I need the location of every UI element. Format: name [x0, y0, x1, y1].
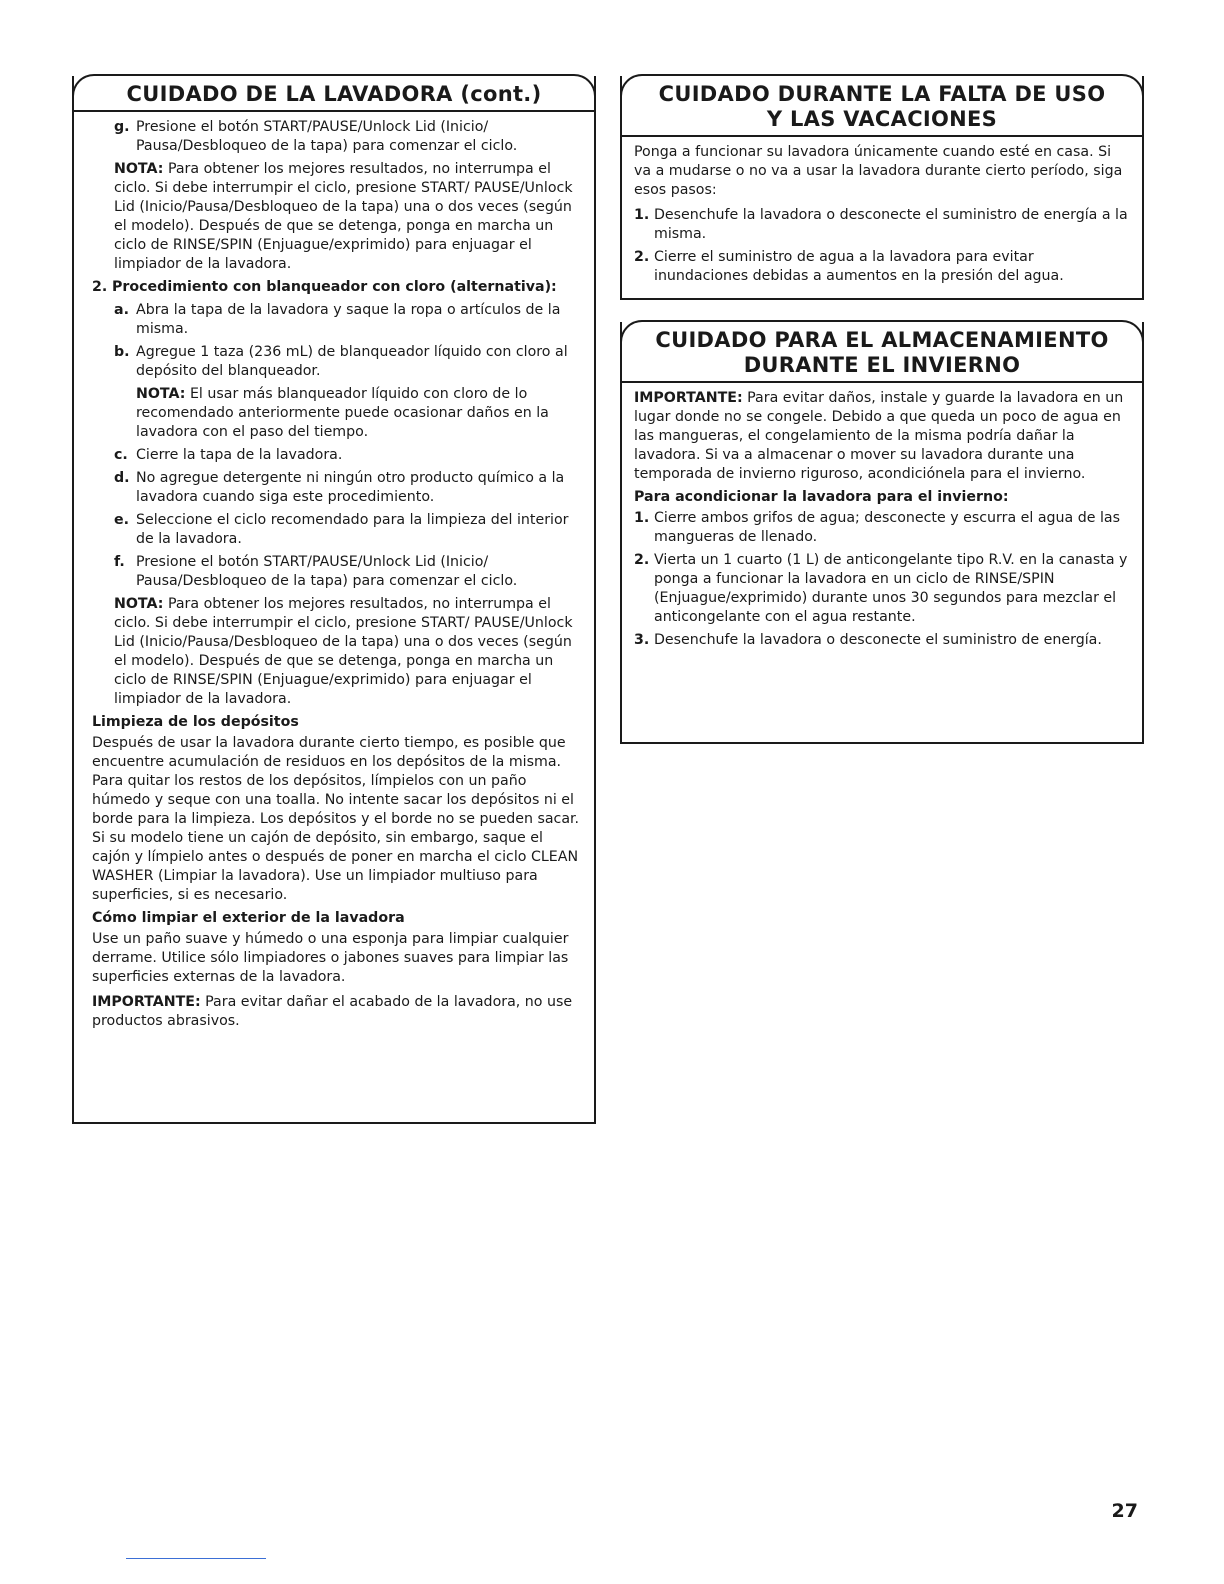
step-letter: f.	[114, 554, 125, 570]
list-item	[634, 509, 1132, 547]
step-d	[92, 469, 584, 507]
note-1	[92, 160, 584, 274]
exterior-heading: Cómo limpiar el exterior de la lavadora	[92, 910, 405, 926]
item-text: Desenchufe la lavadora o desconecte el suministro de energía a la misma.	[654, 207, 1128, 242]
step-c	[92, 446, 584, 465]
title-line-2: Y LAS VACACIONES	[766, 107, 998, 131]
important-notice	[92, 993, 584, 1031]
step-2-heading	[92, 278, 584, 297]
step-text: Cierre la tapa de la lavadora.	[136, 447, 343, 463]
winter-storage-body	[622, 383, 1142, 662]
step-a	[92, 301, 584, 339]
step-letter: d.	[114, 470, 130, 486]
step-letter: g.	[114, 119, 130, 135]
step-f	[92, 553, 584, 591]
important-text: Para evitar daños, instale y guarde la lavadora en un lugar donde no se congele. Debido a que queda un poco de agua en las mangueras, el congelamiento de la misma podría dañar la lavadora. Si va a almacenar o mover su lavadora durante una temporada de invierno riguroso, acondiciónela para el invierno.	[634, 390, 1124, 482]
important-label: IMPORTANTE:	[92, 994, 201, 1010]
step-b	[92, 343, 584, 381]
washer-care-section	[72, 76, 596, 1124]
washer-care-body	[74, 112, 594, 1043]
vacation-care-section	[620, 76, 1144, 300]
item-number: 2.	[634, 552, 650, 568]
step-title: Procedimiento con blanqueador con cloro (alternativa):	[112, 279, 557, 295]
note-label: NOTA:	[114, 596, 164, 612]
important-label: IMPORTANTE:	[634, 390, 743, 406]
note-b	[92, 385, 584, 442]
note-label: NOTA:	[114, 161, 164, 177]
step-text: Agregue 1 taza (236 mL) de blanqueador líquido con cloro al depósito del blanqueador.	[136, 344, 568, 379]
note-text: Para obtener los mejores resultados, no interrumpa el ciclo. Si debe interrumpir el ciclo, presione START/ PAUSE/Unlock Lid (Inicio/Pausa/Desbloqueo de la tapa) una o dos veces (según el modelo). Después de que se detenga, ponga en marcha un ciclo de RINSE/SPIN (Enjuague/exprimido) para enjuagar el limpiador de la lavadora.	[114, 596, 573, 707]
step-letter: a.	[114, 302, 129, 318]
step-number: 2.	[92, 279, 108, 295]
important-notice	[634, 389, 1132, 484]
winter-storage-section	[620, 322, 1144, 744]
item-number: 1.	[634, 510, 650, 526]
title-line-2: DURANTE EL INVIERNO	[743, 353, 1021, 377]
important-text: Para evitar dañar el acabado de la lavadora, no use productos abrasivos.	[92, 994, 573, 1029]
winter-storage-title	[622, 322, 1142, 383]
item-text: Cierre el suministro de agua a la lavadora para evitar inundaciones debidas a aumentos en la presión del agua.	[654, 249, 1064, 284]
item-number: 1.	[634, 207, 650, 223]
dispenser-paragraph: Después de usar la lavadora durante cierto tiempo, es posible que encuentre acumulación de residuos en los depósitos de la misma. Para quitar los restos de los depósitos, límpielos con un paño húmedo y seque con una toalla. No intente sacar los depósitos ni el borde para la limpieza. Los depósitos y el borde no se pueden sacar. Si su modelo tiene un cajón de depósito, sin embargo, saque el cajón y límpielo antes o después de poner en marcha el ciclo CLEAN WASHER (Limpiar la lavadora). Use un limpiador multiuso para superficies, si es necesario.	[92, 735, 580, 903]
item-text: Cierre ambos grifos de agua; desconecte y escurra el agua de las mangueras de llenado.	[654, 510, 1121, 545]
step-text: Presione el botón START/PAUSE/Unlock Lid (Inicio/ Pausa/Desbloqueo de la tapa) para comenzar el ciclo.	[136, 119, 518, 154]
note-text: Para obtener los mejores resultados, no interrumpa el ciclo. Si debe interrumpir el ciclo, presione START/ PAUSE/Unlock Lid (Inicio/Pausa/Desbloqueo de la tapa) una o dos veces (según el modelo). Después de que se detenga, ponga en marcha un ciclo de RINSE/SPIN (Enjuague/exprimido) para enjuagar el limpiador de la lavadora.	[114, 161, 573, 272]
step-text: Seleccione el ciclo recomendado para la limpieza del interior de la lavadora.	[136, 512, 569, 547]
step-g	[92, 118, 584, 156]
step-text: Abra la tapa de la lavadora y saque la ropa o artículos de la misma.	[136, 302, 561, 337]
title-line-1: CUIDADO PARA EL ALMACENAMIENTO	[655, 328, 1109, 352]
step-text: No agregue detergente ni ningún otro producto químico a la lavadora cuando siga este procedimiento.	[136, 470, 565, 505]
page-number: 27	[1111, 1500, 1138, 1522]
step-letter: c.	[114, 447, 128, 463]
note-text: El usar más blanqueador líquido con cloro de lo recomendado anteriormente puede ocasionar daños en la lavadora con el paso del tiempo.	[136, 386, 549, 440]
item-text: Vierta un 1 cuarto (1 L) de anticongelante tipo R.V. en la canasta y ponga a funcionar la lavadora en un ciclo de RINSE/SPIN (Enjuague/exprimido) durante unos 30 segundos para mezclar el anticongelante con el agua restante.	[654, 552, 1128, 625]
item-number: 3.	[634, 632, 650, 648]
vacation-care-body	[622, 137, 1142, 298]
item-number: 2.	[634, 249, 650, 265]
list-item	[634, 248, 1132, 286]
list-item	[634, 206, 1132, 244]
step-text: Presione el botón START/PAUSE/Unlock Lid (Inicio/ Pausa/Desbloqueo de la tapa) para comenzar el ciclo.	[136, 554, 518, 589]
dispenser-heading: Limpieza de los depósitos	[92, 714, 299, 730]
footer-rule	[126, 1558, 266, 1559]
intro-paragraph: Ponga a funcionar su lavadora únicamente cuando esté en casa. Si va a mudarse o no va a usar la lavadora durante cierto período, siga esos pasos:	[634, 144, 1123, 198]
exterior-paragraph: Use un paño suave y húmedo o una esponja para limpiar cualquier derrame. Utilice sólo limpiadores o jabones suaves para limpiar las superficies externas de la lavadora.	[92, 931, 569, 985]
step-e	[92, 511, 584, 549]
washer-care-title: CUIDADO DE LA LAVADORA (cont.)	[74, 76, 594, 112]
note-label: NOTA:	[136, 386, 186, 402]
item-text: Desenchufe la lavadora o desconecte el suministro de energía.	[654, 632, 1102, 648]
list-item	[634, 551, 1132, 627]
list-item	[634, 631, 1132, 650]
title-line-1: CUIDADO DURANTE LA FALTA DE USO	[658, 82, 1106, 106]
vacation-care-title	[622, 76, 1142, 137]
note-2	[92, 595, 584, 709]
step-letter: e.	[114, 512, 130, 528]
step-letter: b.	[114, 344, 130, 360]
winterize-heading: Para acondicionar la lavadora para el invierno:	[634, 489, 1009, 505]
